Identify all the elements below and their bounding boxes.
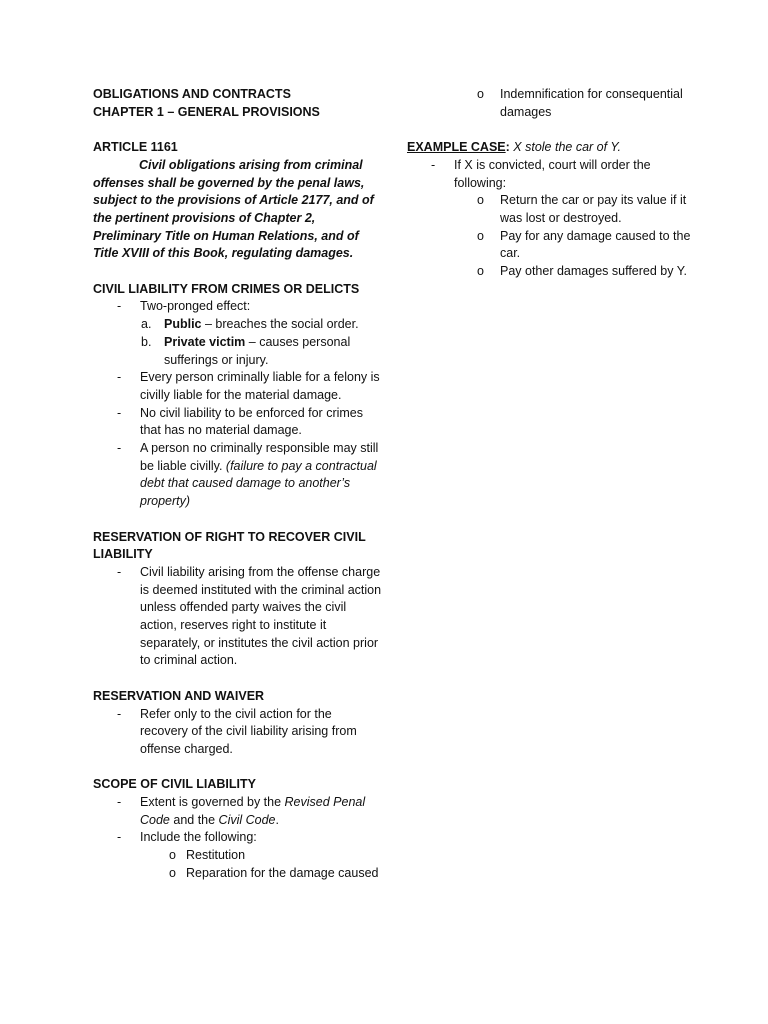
circle-bullet: o <box>169 865 176 880</box>
example-colon: : <box>505 140 514 155</box>
sub-list-item-text <box>164 334 383 369</box>
list-item <box>407 157 697 192</box>
list-item-text <box>140 440 383 511</box>
list-item <box>93 794 383 829</box>
dash-bullet: - <box>117 299 122 314</box>
term-description: – causes personal sufferings or injury. <box>164 334 351 367</box>
sub-list-item <box>93 847 383 865</box>
example-text: X stole the car of Y. <box>513 140 621 155</box>
sub-list-item-text: Reparation for the damage caused <box>186 865 379 880</box>
article-text: Civil obligations arising from criminal offenses shall be governed by the penal laws, subject to the provisions of Article 2177, and of the pertinent provisions of Chapter 2, Preliminary Title on Human Relations, and of Title XVIII of this Book, regulating damages. <box>93 157 374 261</box>
list-item-example: (failure to pay a contractual debt that caused damage to another’s property) <box>140 458 377 509</box>
list-item <box>93 706 383 759</box>
list-item <box>93 440 383 511</box>
list-item <box>93 405 383 440</box>
circle-bullet: o <box>477 87 484 101</box>
text-run: and the <box>169 812 219 827</box>
right-column <box>407 86 697 281</box>
dash-bullet: - <box>117 564 122 579</box>
alpha-marker: b. <box>141 334 152 349</box>
circle-bullet: o <box>169 848 176 863</box>
text-run: Extent is governed by the <box>140 795 285 810</box>
doc-title: OBLIGATIONS AND CONTRACTS <box>93 87 291 101</box>
section-heading-reservation-waiver: RESERVATION AND WAIVER <box>93 688 265 703</box>
sub-list-item-text <box>164 316 383 334</box>
section-heading-reservation-right: RESERVATION OF RIGHT TO RECOVER CIVIL LIABILITY <box>93 529 366 562</box>
list-item-text: Include the following: <box>140 830 257 845</box>
sub-list-item <box>407 192 697 227</box>
list-item <box>93 369 383 404</box>
list-item <box>93 298 383 316</box>
example-case <box>407 139 697 157</box>
bold-term: Public <box>164 317 202 332</box>
list-item <box>93 564 383 670</box>
code-name: Revised Penal Code <box>140 795 366 827</box>
bold-term: Private victim <box>164 334 246 349</box>
article-heading: ARTICLE 1161 <box>93 140 178 155</box>
term-description: – breaches the social order. <box>201 317 359 332</box>
list-item <box>93 829 383 847</box>
list-item-text: No civil liability to be enforced for crimes that has no material damage. <box>140 405 363 438</box>
circle-bullet: o <box>477 264 484 279</box>
list-item-text <box>140 794 383 829</box>
sub-list-item <box>407 263 697 281</box>
dash-bullet: - <box>117 405 122 420</box>
sub-list-item-text: Return the car or pay its value if it was lost or destroyed. <box>500 193 687 225</box>
alpha-marker: a. <box>141 317 152 332</box>
dash-bullet: - <box>117 830 122 845</box>
chapter-title: CHAPTER 1 – GENERAL PROVISIONS <box>93 104 320 119</box>
sub-list-item-text: Pay for any damage caused to the car. <box>500 228 691 261</box>
text-run: . <box>275 812 279 827</box>
dash-bullet: - <box>117 370 122 385</box>
sub-list-item-text: Pay other damages suffered by Y. <box>500 264 687 279</box>
list-item-plain: A person no criminally responsible may still be liable civilly. <box>140 441 379 473</box>
dash-bullet: - <box>431 157 436 172</box>
sub-list-item <box>93 316 383 334</box>
list-item-text: Civil liability arising from the offense charge is deemed instituted with the criminal action unless offended party waives the civil action, reserves right to institute it separately, or institutes the civil action prior to criminal action. <box>140 564 382 668</box>
code-name: Civil Code <box>218 812 276 827</box>
dash-bullet: - <box>117 441 122 456</box>
section-heading-scope: SCOPE OF CIVIL LIABILITY <box>93 777 256 792</box>
list-item-text: Two-pronged effect: <box>140 299 251 314</box>
sub-list-item <box>93 334 383 369</box>
sub-list-item <box>407 86 697 121</box>
dash-bullet: - <box>117 795 122 810</box>
list-item-text: Refer only to the civil action for the recovery of the civil liability arising from offense charged. <box>140 706 357 756</box>
dash-bullet: - <box>117 706 122 721</box>
list-item-text: Every person criminally liable for a felony is civilly liable for the material damage. <box>140 370 380 402</box>
sub-list-item <box>407 228 697 263</box>
left-column <box>93 86 383 883</box>
sub-list-item-text: Restitution <box>186 848 246 863</box>
sub-list-item-text: Indemnification for consequential damages <box>500 87 683 119</box>
list-item-text: If X is convicted, court will order the following: <box>454 157 651 190</box>
section-heading-civil-liability: CIVIL LIABILITY FROM CRIMES OR DELICTS <box>93 281 360 296</box>
circle-bullet: o <box>477 193 484 208</box>
sub-list-item <box>93 865 383 883</box>
circle-bullet: o <box>477 228 484 243</box>
example-label: EXAMPLE CASE <box>407 140 506 155</box>
